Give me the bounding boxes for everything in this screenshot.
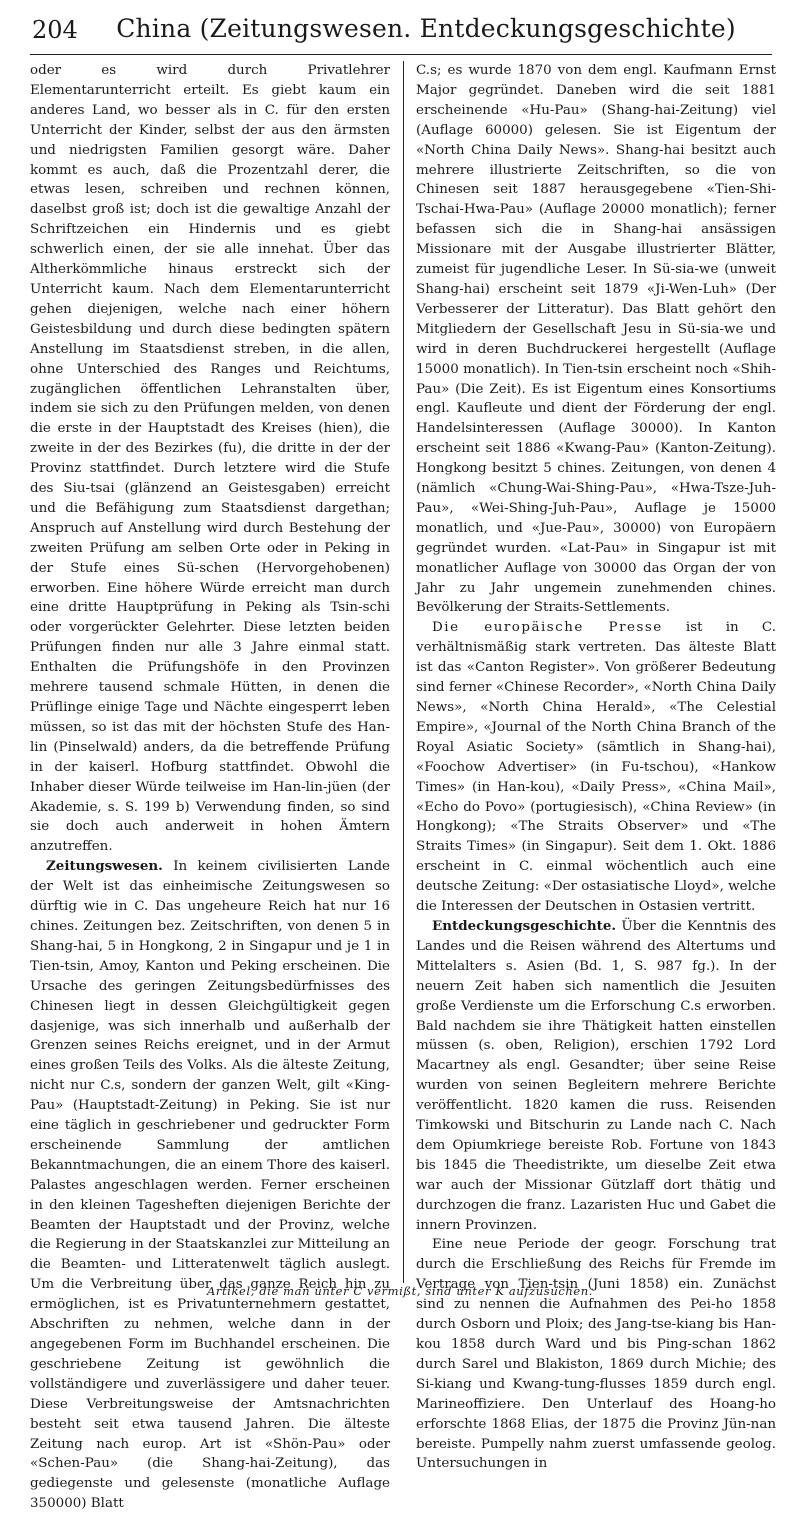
zeitungswesen-text: In keinem civilisierten Lande der Welt ist das einheimische Zeitungswesen so dürftig wie in C. Das ungeheure Reich hat nur 16 chines. Zeitungen bez. Zeitschriften, von denen 5 in Shang-hai, 5 in Hongkong, 2 in Singapur und je 1 in Tien-tsin, Amoy, Kanton und Peking erscheinen. Die Ursache des geringen Zeitungsbedürfnisses des Chinesen liegt in dessen Gleichgültigkeit gegen dasjenige, was sich innerhalb und außerhalb der Grenzen seines Reichs ereignet, und in der Armut eines großen Teils des Volks. Als die älteste Zeitung, nicht nur C.s, sondern der ganzen Welt, gilt «King-Pau» (Hauptstadt-Zeitung) in Peking. Sie ist nur eine täglich in geschriebener und gedruckter Form erscheinende Sammlung der amtlichen Bekanntmachungen, die an einem Thore des kaiserl. Palastes angeschlagen werden. Ferner erscheinen in den kleinen Tagesheften diejenigen Berichte der Beamten der Hauptstadt und der Provinz, welche die Regierung in der Staatskanzlei zur Mitteilung an die Beamten- und Litteratenwelt täglich auslegt. Um die Verbreitung über das ganze Reich hin zu ermöglichen, ist es Privatunternehmern gestattet, Abschriften zu nehmen, welche dann in der angegebenen Form im Buchhandel erscheinen. Die geschriebene Zeitung ist gewöhnlich die vollständigere und zuverlässigere und daher teuer. Diese Verbreitungsweise der Amtsnachrichten besteht seit etwa tausend Jahren. Die älteste Zeitung nach europ. Art ist «Shön-Pau» oder «Schen-Pau» (die Shang-hai-Zeitung), das gediegenste und gelesenste (monatliche Auflage 350000) Blatt bbox=[30, 859, 390, 1512]
education-paragraph: oder es wird durch Privatlehrer Elementarunterricht erteilt. Es giebt kaum ein anderes Land, wo besser als in C. für den ersten Unterricht der Kinder, selbst der aus den ärmsten und niedrigsten Familien gesorgt wäre. Daher kommt es auch, daß die Prozentzahl derer, die etwas lesen, schreiben und rechnen können, daselbst groß ist; doch ist die gewaltige Anzahl der Schriftzeichen ein Hindernis und es giebt schwerlich einen, der sie alle innehat. Über das Altherkömmliche hinaus erstreckt sich der Unterricht kaum. Nach dem Elementarunterricht gehen diejenigen, welche nach einer höhern Geistesbildung und durch diese bedingten spätern Anstellung im Staatsdienst streben, in die allen, ohne Unterschied des Ranges und Reichtums, zugänglichen öffentlichen Lehranstalten über, indem sie sich zu den Prüfungen melden, von denen die erste in der Hauptstadt des Kreises (hien), die zweite in der des Bezirkes (fu), die dritte in der der Provinz stattfindet. Durch letztere wird die Stufe des Siu-tsai (glänzend an Geistesgaben) erreicht und die Befähigung zum Staatsdienst dargethan; Anspruch auf Anstellung wird durch Bestehung der zweiten Prüfung am selben Orte oder in Peking in der Stufe eines Sü-schen (Hervorgehobenen) erworben. Eine höhere Würde erreicht man durch eine dritte Hauptprüfung in Peking als Tsin-schi oder vorgerückter Gelehrter. Diese letzten beiden Prüfungen finden nur alle 3 Jahre einmal statt. Enthalten die Prüfungshöfe in den Provinzen mehrere tausend schmale Hütten, in denen die Prüflinge einige Tage und Nächte eingesperrt leben müssen, so ist das mit der höchsten Stufe des Han-lin (Pinselwald) anders, da die betreffende Prüfung in der kaiserl. Hofburg stattfindet. Obwohl die Inhaber dieser Würde teilweise im Han-lin-jüen (der Akademie, s. S. 199 b) Verwendung finden, so sind sie doch auch anderweit in hohen Ämtern anzutreffen. bbox=[30, 63, 390, 855]
entdeckung-paragraph bbox=[416, 917, 776, 1236]
chinese-newspapers-paragraph: C.s; es wurde 1870 von dem engl. Kaufmann Ernst Major gegründet. Daneben wird die seit 1881 erscheinende «Hu-Pau» (Shang-hai-Zeitung) viel (Auflage 60000) gelesen. Sie ist Eigentum der «North China Daily News». Shang-hai besitzt auch mehrere illustrierte Zeitschriften, so die von Chinesen seit 1887 herausgegebene «Tien-Shi-Tschai-Hwa-Pau» (Auflage 20000 monatlich); ferner befassen sich die in Shang-hai ansässigen Missionare mit der Ausgabe illustrierter Blätter, zumeist für jugendliche Leser. In Sü-sia-we (unweit Shang-hai) erscheint seit 1879 «Ji-Wen-Luh» (Der Verbesserer der Litteratur). Das Blatt gehört den Mitgliedern der Gesellschaft Jesu in Sü-sia-we und wird in deren Buchdruckerei hergestellt (Auflage 15000 monatlich). In Tien-tsin erscheint noch «Shih-Pau» (Die Zeit). Es ist Eigentum eines Konsortiums engl. Kaufleute und dient der Förderung der engl. Handelsinteressen (Auflage 30000). In Kanton erscheint seit 1886 «Kwang-Pau» (Kanton-Zeitung). Hongkong besitzt 5 chines. Zeitungen, von denen 4 (nämlich «Chung-Wai-Shing-Pau», «Hwa-Tsze-Juh-Pau», «Wei-Shing-Juh-Pau», Auflage je 15000 monatlich, und «Jue-Pau», 30000) von Europäern gegründet wurden. «Lat-Pau» in Singapur ist mit monatlicher Auflage von 30000 das Organ der von Jahr zu Jahr ungemein zunehmenden chines. Bevölkerung der Straits-Settlements. bbox=[416, 63, 776, 616]
european-press-text: ist in C. verhältnismäßig stark vertreten. Das älteste Blatt ist das «Canton Register». Von größerer Bedeutung sind ferner «Chinese Recorder», «North China Daily News», «North China Herald», «The Celestial Empire», «Journal of the North China Branch of the Royal Asiatic Society» (sämtlich in Shang-hai), «Foochow Advertiser» (in Fu-tschou), «Hankow Times» (in Han-kou), «Daily Press», «China Mail», «Echo do Povo» (portugiesisch), «China Review» (in Hongkong); «The Straits Observer» und «The Straits Times» (in Singapur). Seit dem 1. Okt. 1886 erscheint in C. einmal wöchentlich auch eine deutsche Zeitung: «Der ostasiatische Lloyd», welche die Interessen der Deutschen in Ostasien vertritt. bbox=[416, 620, 776, 915]
european-press-lead: Die europäische Presse bbox=[432, 620, 663, 636]
column-divider bbox=[403, 61, 404, 1283]
right-column bbox=[416, 61, 776, 1472]
european-press-paragraph bbox=[416, 618, 776, 917]
new-period-paragraph: Eine neue Periode der geogr. Forschung trat durch die Erschließung des Reichs für Fremde im Vertrage von Tien-tsin (Juni 1858) ein. Zunächst sind zu nennen die Aufnahmen des Pei-ho 1858 durch Osborn und Ploix; des Jang-tse-kiang bis Han-kou 1858 durch Ward und bis Ping-schan 1862 durch Sarel und Blakiston, 1869 durch Michie; des Si-kiang und Kwang-tung-flusses 1859 durch engl. Marineoffiziere. Den Unterlauf des Hoang-ho erforschte 1868 Elias, der 1875 die Provinz Jün-nan bereiste. Pumpelly nahm zuerst umfassende geolog. Untersuchungen in bbox=[416, 1237, 776, 1472]
entdeckung-heading: Entdeckungsgeschichte. bbox=[432, 917, 617, 934]
zeitungswesen-paragraph bbox=[30, 857, 390, 1514]
zeitungswesen-heading: Zeitungswesen. bbox=[46, 858, 163, 875]
footer-note: Artikel, die man unter C vermißt, sind unter K aufzusuchen. bbox=[206, 1284, 594, 1298]
left-column bbox=[30, 61, 390, 1512]
running-title: China (Zeitungswesen. Entdeckungsgeschichte) bbox=[116, 14, 736, 43]
page-number: 204 bbox=[32, 16, 78, 44]
entdeckung-text: Über die Kenntnis des Landes und die Reisen während des Altertums und Mittelalters s. Asien (Bd. 1, S. 987 fg.). In der neuern Zeit haben sich namentlich die Jesuiten große Verdienste um die Erforschung C.s erworben. Bald nachdem sie ihre Thätigkeit hatten einstellen müssen (s. oben, Religion), erschien 1792 Lord Macartney als engl. Gesandter; über seine Reise wurden von seinen Begleitern mehrere Berichte veröffentlicht. 1820 kamen die russ. Reisenden Timkowski und Bitschurin zu Lande nach C. Nach dem Opiumkriege bereiste Rob. Fortune von 1843 bis 1845 die Theedistrikte, um dieselbe Zeit etwa war auch der Missionar Gützlaff dort thätig und durchzogen die franz. Lazaristen Huc und Gabet die innern Provinzen. bbox=[416, 918, 776, 1233]
page-header bbox=[30, 10, 772, 55]
